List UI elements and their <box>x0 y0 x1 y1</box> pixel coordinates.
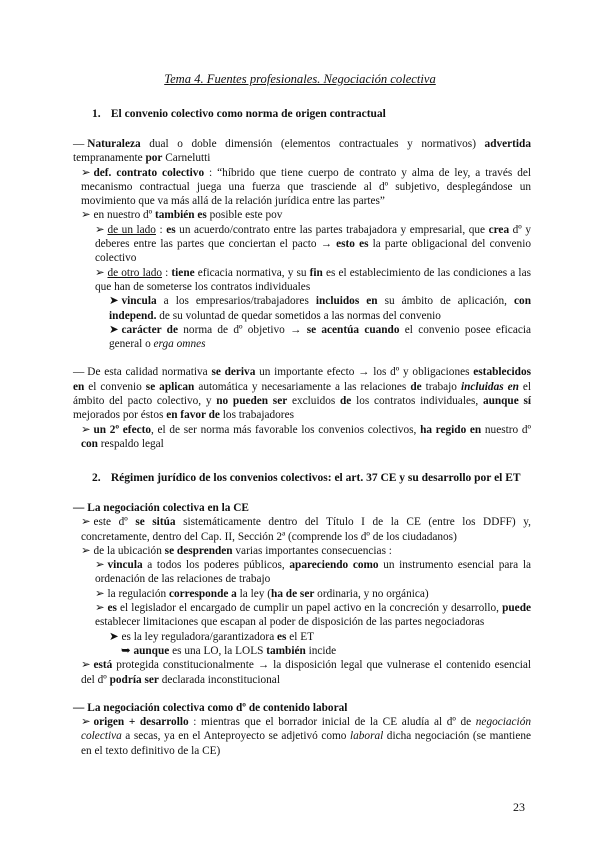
bullet-def-contrato: ➢ def. contrato colectivo : “híbrido que tiene cuerpo de contrato y alma de ley, a través del mecanismo contractual juega una fuerza que trasciende al dº subjetivo, desplegándose un movimiento que va más allá de la relación jurídica entre las partes” <box>81 166 531 208</box>
arrow-bullet-icon: ➢ <box>95 587 105 600</box>
dash-marker: — <box>73 502 85 514</box>
paragraph-calidad-normativa: — De esta calidad normativa se deriva un importante efecto → los dº y obligaciones establecidos en el convenio se aplican automática y necesariamente a las relaciones de trabajo incluidas en el ámbito del pacto colectivo, y no pueden ser excluidos de los contratos individuales, aunque sí mejorados por éstos en favor de los trabajadores <box>73 366 532 422</box>
bullet-origen: ➢ origen + desarrollo : mientras que el borrador inicial de la CE aludía al dº de negociación colectiva a secas, ya en el Anteproyecto se adjetivó como laboral dicha negociación (se mantiene en el texto definitivo de la CE) <box>81 716 531 757</box>
section-2-body <box>73 501 531 758</box>
subheading-negociacion-ce: — La negociación colectiva en la CE <box>73 502 249 514</box>
arrow-bullet-icon: ➢ <box>81 209 91 222</box>
arrow-bullet-icon: ➢ <box>95 223 105 236</box>
dash-marker: — <box>73 366 85 379</box>
bullet-ley-reguladora: ➤ es la ley reguladora/garantizadora es el ET <box>109 630 315 643</box>
arrow-bullet-icon: ➢ <box>81 544 91 557</box>
bullet-vincula-poderes: ➢ vincula a todos los poderes públicos, apareciendo como un instrumento esencial para la ordenación de las relaciones de trabajo <box>95 559 531 586</box>
arrow-bullet-icon: ➢ <box>81 516 91 529</box>
arrow-bullet-icon: ➢ <box>81 659 91 672</box>
bullet-regulacion: ➢ la regulación corresponde a la ley (ha de ser ordinaria, y no orgánica) <box>95 587 429 600</box>
section-number: 2. <box>92 472 101 484</box>
section-1-body <box>73 137 531 451</box>
curved-arrow-icon: ➥ <box>121 644 131 657</box>
page-number: 23 <box>513 800 525 814</box>
bullet-se-situa: ➢ este dº se sitúa sistemáticamente dentro del Título I de la CE (entre los DDFF) y, concretamente, dentro del Cap. II, Sección 2ª (comprende los dº de los ciudadanos) <box>81 516 531 543</box>
bullet-caracter: ➤ carácter de norma de dº objetivo → se acentúa cuando el convenio posee eficacia general o erga omnes <box>109 323 532 351</box>
paragraph-naturaleza: — Naturaleza dual o doble dimensión (elementos contractuales y normativos) advertida tempranamente por Carnelutti <box>73 138 531 165</box>
dash-marker: — <box>73 138 85 150</box>
subheading-contenido-laboral: — La negociación colectiva como dº de contenido laboral <box>73 701 348 714</box>
arrow-bullet-icon: ➢ <box>95 559 105 572</box>
bullet-legislador: ➢ es el legislador el encargado de cumplir un papel activo en la concreción y desarrollo, puede establecer limitaciones que escapan al poder de disposición de las partes negociadoras <box>95 602 531 629</box>
arrow-bullet-icon: ➤ <box>109 295 119 308</box>
bullet-ubicacion: ➢ de la ubicación se desprenden varias importantes consecuencias : <box>81 544 392 557</box>
bullet-protegida: ➢ está protegida constitucionalmente → la disposición legal que vulnerase el contenido esencial del dº podría ser declarada inconstitucional <box>81 659 531 686</box>
dash-marker: — <box>73 701 85 714</box>
arrow-bullet-icon: ➢ <box>95 266 105 279</box>
right-arrow-icon: → <box>257 659 270 672</box>
arrow-bullet-icon: ➤ <box>109 630 119 643</box>
arrow-bullet-icon: ➢ <box>81 716 91 729</box>
arrow-bullet-icon: ➤ <box>109 323 119 336</box>
arrow-bullet-icon: ➢ <box>95 602 105 615</box>
section-heading-1 <box>92 107 386 121</box>
arrow-bullet-icon: ➢ <box>81 166 91 179</box>
section-title: Régimen jurídico de los convenios colectivos: el art. 37 CE y su desarrollo por el ET <box>110 472 521 484</box>
bullet-lols: ➥ aunque es una LO, la LOLS también incide <box>121 644 337 657</box>
right-arrow-icon: → <box>290 323 302 336</box>
bullet-de-un-lado: ➢ de un lado : es un acuerdo/contrato entre las partes trabajadora y empresarial, que crea dº y deberes entre las partes que conciertan el pacto → esto es la parte obligacional del convenio colectivo <box>95 223 531 265</box>
bullet-nuestro-derecho: ➢ en nuestro dº también es posible este pov <box>81 209 283 222</box>
right-arrow-icon: → <box>358 366 370 379</box>
bullet-segundo-efecto: ➢ un 2º efecto, el de ser norma más favorable los convenios colectivos, ha regido en nuestro dº con respaldo legal <box>81 423 532 450</box>
bullet-vincula: ➤ vincula a los empresarios/trabajadores incluidos en su ámbito de aplicación, con independ. de su voluntad de quedar sometidos a las normas del convenio <box>109 295 531 322</box>
bullet-de-otro-lado: ➢ de otro lado : tiene eficacia normativa, y su fin es el establecimiento de las condiciones a las que han de someterse los contratos individuales <box>95 266 531 293</box>
section-title: El convenio colectivo como norma de origen contractual <box>110 108 386 120</box>
page-title: Tema 4. Fuentes profesionales. Negociación colectiva <box>164 72 436 86</box>
right-arrow-icon: → <box>320 238 332 251</box>
arrow-bullet-icon: ➢ <box>81 423 91 436</box>
section-number: 1. <box>92 108 101 120</box>
section-heading-2 <box>92 471 521 485</box>
